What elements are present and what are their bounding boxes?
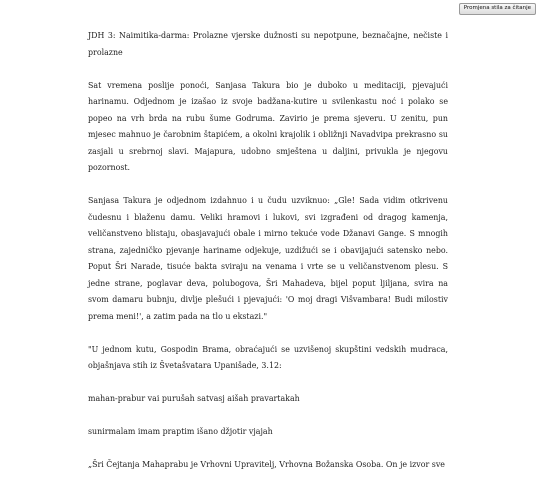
article-paragraph: Sanjasa Takura je odjednom izdahnuo i u čudu uzviknuo: „Gle! Sada vidim otkrivenu čudesnu i blaženu damu. Veliki hramovi i lukovi, svi izgrađeni od dragog kamenja, veličanstveno blistaju, obasjavajući obale i mirno tekuće vode Džanavi Gange. S mnogih strana, zajedničko pjevanje harinаme odjekuje, uzdižući se i obavijajući satensko nebo. Poput Šri Narade, tisuće bakta sviraju na venama i vrte se u veličanstvenom plesu. S jedne strane, poglavar deva, polubogova, Šri Mahadeva, bijel poput ljiljana, svira na svom damaru bubnju, divlje plešući i pjevajući: 'O moj dragi Višvambara! Budi milostiv prema meni!', a zatim pada na tlo u ekstazi." (88, 196, 448, 321)
article-paragraph: "U jednom kutu, Gospodin Brama, obraćajući se uzvišenoj skupštini vedskih mudraca, objašnjava stih iz Švetašvatara Upanišade, 3.12: (88, 344, 448, 370)
article-body (88, 28, 448, 490)
verse-line: mahan-prabur vai purušah satvasj aišah pravartakah (88, 394, 300, 403)
article-heading: JDH 3: Naimitika-darma: Prolazne vjerske dužnosti su nepotpune, beznačajne, nečiste i prolazne (88, 31, 448, 57)
article-paragraph: Sat vremena poslije ponoći, Sanjasa Takura bio je duboko u meditaciji, pjevajući harinamu. Odjednom je izašao iz svoje badžana-kutire u svilenkastu noć i polako se popeo na vrh brda na rubu šume Godruma. Zavirio je prema sjeveru. U zenitu, pun mjesec mahnuo je čarobnim štapićem, a okolni krajolik i obližnji Navadvipa prekrasno su zasjali u srebrnoj slavi. Majapura, udobno smještena u daljini, privukla je njegovu pozornost. (88, 80, 448, 172)
verse-line: sunirmalam imam praptim išano džjotir vjajah (88, 427, 273, 436)
change-reading-style-button[interactable]: Promjena stila za čitanje (459, 3, 536, 15)
article-paragraph: „Šri Čejtanja Mahaprabu je Vrhovni Upravitelj, Vrhovna Božanska Osoba. On je izvor sve (88, 460, 445, 469)
